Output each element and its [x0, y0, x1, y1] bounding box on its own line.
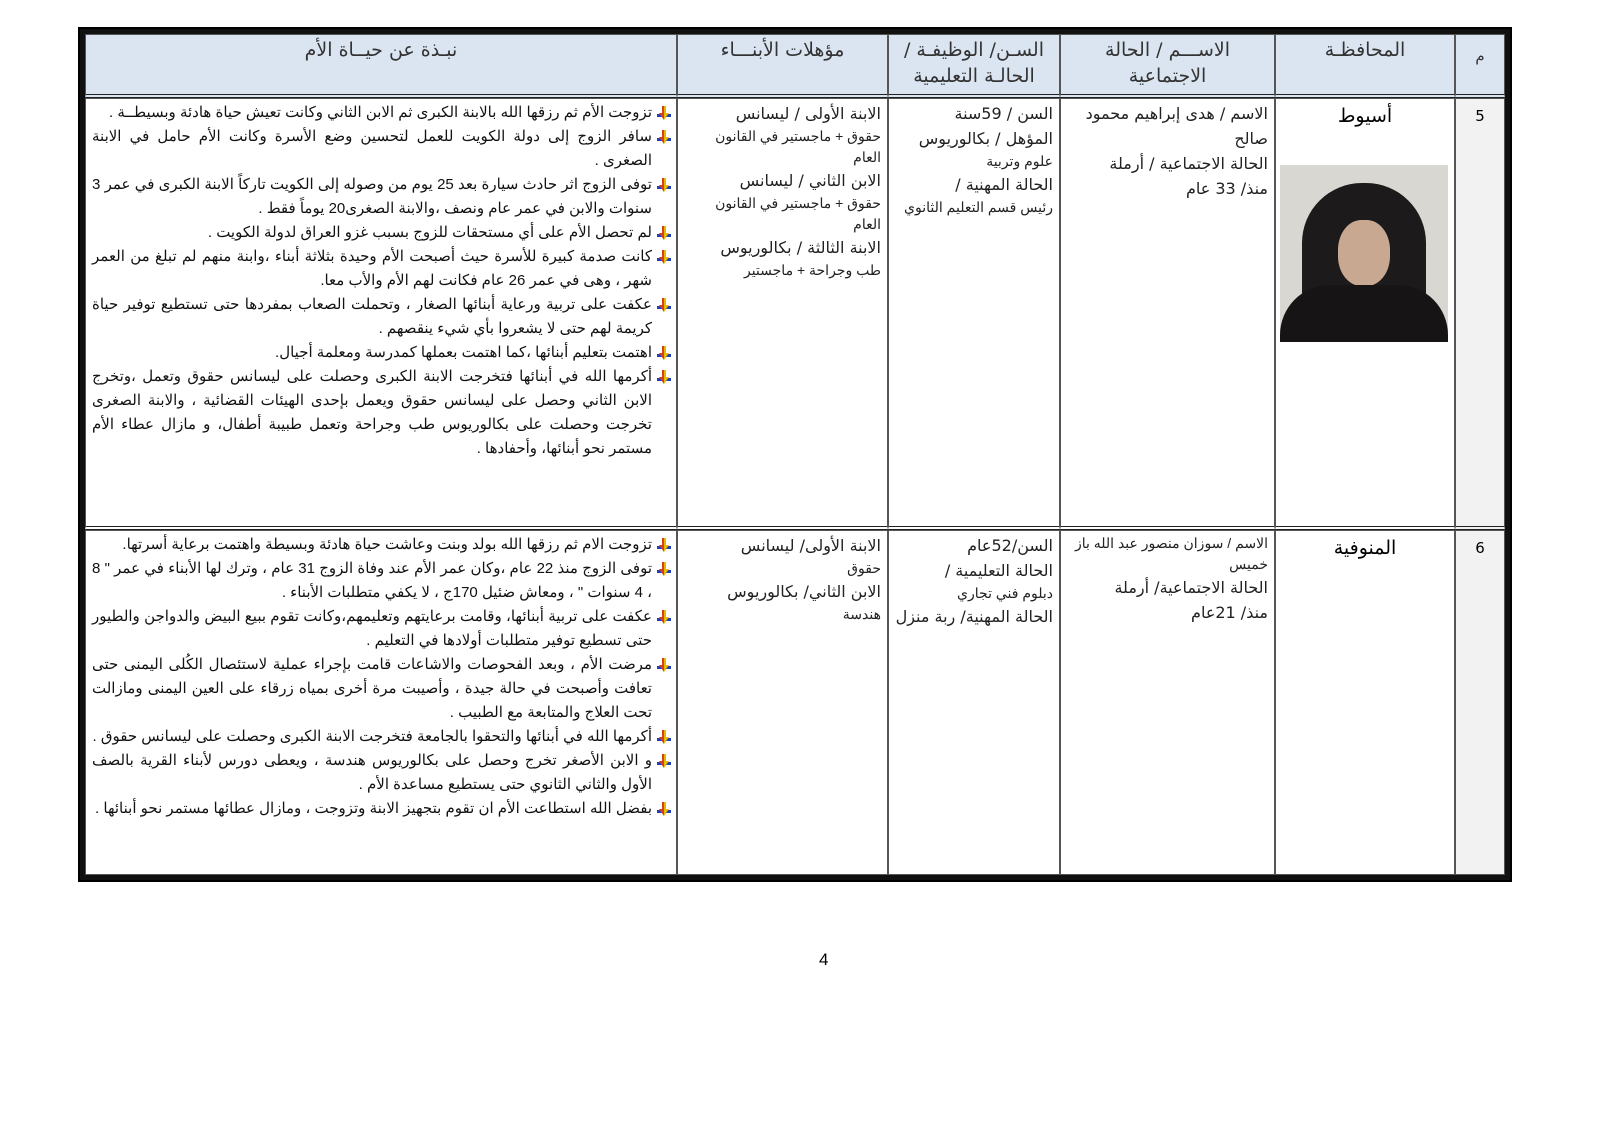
age-line: الحالة المهنية / — [955, 175, 1053, 194]
bullet-arrow-icon — [656, 297, 672, 313]
bio-cell — [85, 530, 677, 875]
bullet-arrow-icon — [656, 177, 672, 193]
table-row — [85, 530, 1505, 875]
bullet-arrow-icon — [656, 609, 672, 625]
bullet-arrow-icon — [656, 753, 672, 769]
age-line: علوم وتربية — [986, 153, 1053, 169]
kids-line: الابن الثاني/ بكالوريوس — [727, 582, 881, 602]
bullet-arrow-icon — [656, 801, 672, 817]
bio-item: تزوجت الام ثم رزقها الله بولد وبنت وعاشت حياة هادئة وبسيطة واهتمت برعاية أسرتها. — [92, 533, 672, 557]
age-line: السن / 59سنة — [954, 104, 1053, 123]
bio-item: و الابن الأصغر تخرج وحصل على بكالوريوس هندسة ، ويعطى دورس لأبناء القرية بالصف الأول والثاني الثانوي حتى يستطيع مساعدة الأم . — [92, 749, 672, 797]
name-line: منذ/ 21عام — [1191, 603, 1268, 623]
children-cell — [677, 530, 888, 875]
header-age-job: السـن/ الوظيفـة / الحالـة التعليمية — [888, 34, 1060, 98]
bio-item: عكفت على تربية أبنائها، وقامت برعايتهم وتعليمهم،وكانت تقوم ببيع البيض والدواجن والطيور حتى تسطيع توفير متطلبات أولادها في التعليم . — [92, 605, 672, 653]
bio-item: بفضل الله استطاعت الأم ان تقوم بتجهيز الابنة وتزوجت ، ومازال عطائها مستمر نحو أبنائها . — [92, 797, 672, 821]
mothers-table — [78, 27, 1512, 882]
governorate-cell — [1275, 98, 1455, 530]
bio-item: توفى الزوج اثر حادث سيارة بعد 25 يوم من وصوله إلى الكويت تاركاً الابنة الكبرى في عمر 3 سنوات والابن في عمر عام ونصف ،والابنة الصغرى20 يوماً فقط . — [92, 173, 672, 221]
kids-line: الابنة الأولى/ ليسانس — [740, 536, 881, 556]
row-number: 5 — [1455, 98, 1505, 530]
governorate-cell — [1275, 530, 1455, 875]
bullet-arrow-icon — [656, 129, 672, 145]
table-row — [85, 98, 1505, 530]
name-line: الاسم / سوزان منصور عبد الله باز خميس — [1074, 535, 1268, 573]
bio-item: سافر الزوج إلى دولة الكويت للعمل لتحسين وضع الأسرة وكانت الأم حامل في الابنة الصغرى . — [92, 125, 672, 173]
bio-item: أكرمها الله في أبنائها فتخرجت الابنة الكبرى وحصلت على ليسانس حقوق وتعمل ،وتخرج الابن الثاني وحصل على ليسانس حقوق ويعمل بإحدى الهيئات القضائية ، والابنة الصغرى تخرجت وحصلت على بكالوريوس طب وجراحة وتعمل طبيبة أطفال، و مازال عطاء الأم مستمر نحو أبنائها، وأحفادها . — [92, 365, 672, 461]
header-row — [85, 34, 1505, 98]
kids-line: حقوق + ماجستير في القانون العام — [715, 128, 881, 165]
name-line: الحالة الاجتماعية / أرملة — [1109, 154, 1268, 173]
governorate: المنوفية — [1333, 537, 1397, 560]
header-governorate: المحافظـة — [1275, 34, 1455, 98]
children-cell — [677, 98, 888, 530]
age-line: دبلوم فني تجاري — [957, 585, 1053, 602]
bio-item: لم تحصل الأم على أي مستحقات للزوج بسبب غزو العراق لدولة الكويت . — [92, 221, 672, 245]
kids-line: الابنة الأولى / ليسانس — [735, 104, 881, 123]
kids-line: حقوق — [847, 560, 881, 577]
kids-line: الابنة الثالثة / بكالوريوس — [720, 238, 881, 257]
header-num: م — [1455, 34, 1505, 98]
bio-item: كانت صدمة كبيرة للأسرة حيث أصبحت الأم وحيدة بثلاثة أبناء ،وابنة منهم لم تبلغ من العمر شهر ، وهى في عمر 26 عام فكانت لهم الأم والأب معا. — [92, 245, 672, 293]
kids-line: هندسة — [842, 606, 881, 623]
name-line: الحالة الاجتماعية/ أرملة — [1114, 578, 1268, 598]
bullet-arrow-icon — [656, 345, 672, 361]
bullet-arrow-icon — [656, 225, 672, 241]
bullet-arrow-icon — [656, 105, 672, 121]
age-job-cell — [888, 530, 1060, 875]
header-name: الاســـم / الحالة الاجتماعية — [1060, 34, 1275, 98]
name-line: الاسم / هدى إبراهيم محمود صالح — [1085, 104, 1268, 148]
governorate: أسيوط — [1337, 105, 1393, 127]
name-line: منذ/ 33 عام — [1185, 179, 1268, 198]
bio-cell — [85, 98, 677, 530]
name-cell — [1060, 98, 1275, 530]
bullet-arrow-icon — [656, 657, 672, 673]
bio-item: أكرمها الله في أبنائها والتحقوا بالجامعة فتخرجت الابنة الكبرى وحصلت على ليسانس حقوق . — [92, 725, 672, 749]
bullet-arrow-icon — [656, 537, 672, 553]
bullet-arrow-icon — [656, 249, 672, 265]
header-children: مؤهلات الأبنـــاء — [677, 34, 888, 98]
bio-item: مرضت الأم ، وبعد الفحوصات والاشاعات قامت بإجراء عملية لاستئصال الكُلى اليمنى حتى تعافت وأصبحت في حالة جيدة ، وأصيبت مرة أخرى بمياه زرقاء على العين اليمنى ومازالت تحت العلاج والمتابعة مع الطبيب . — [92, 653, 672, 725]
age-line: الحالة التعليمية / — [944, 561, 1053, 581]
row-number: 6 — [1455, 530, 1505, 875]
bullet-arrow-icon — [656, 561, 672, 577]
age-line: الحالة المهنية/ ربة منزل — [895, 607, 1053, 627]
page-number: 4 — [819, 950, 829, 969]
bullet-arrow-icon — [656, 369, 672, 385]
bio-item: عكفت على تربية ورعاية أبنائها الصغار ، وتحملت الصعاب بمفردها حتى تستطيع توفير حياة كريمة لهم حتى لا يشعروا بأي شيء ينقصهم . — [92, 293, 672, 341]
age-line: السن/52عام — [967, 536, 1053, 556]
bio-item: توفى الزوج منذ 22 عام ،وكان عمر الأم عند وفاة الزوج 31 عام ، وترك لها الأبناء في عمر " 8 ، 4 سنوات " ، ومعاش ضئيل 170ج ، لا يكفي متطلبات الأبناء . — [92, 557, 672, 605]
kids-line: الابن الثاني / ليسانس — [739, 171, 881, 190]
age-line: المؤهل / بكالوريوس — [918, 129, 1053, 148]
bullet-arrow-icon — [656, 729, 672, 745]
kids-line: طب وجراحة + ماجستير — [743, 262, 881, 278]
age-line: رئيس قسم التعليم الثانوي — [904, 199, 1053, 215]
mother-photo — [1280, 165, 1448, 342]
age-job-cell — [888, 98, 1060, 530]
bio-item: اهتمت بتعليم أبنائها ،كما اهتمت بعملها كمدرسة ومعلمة أجيال. — [92, 341, 672, 365]
header-bio: نبـذة عن حيــاة الأم — [85, 34, 677, 98]
name-cell — [1060, 530, 1275, 875]
kids-line: حقوق + ماجستير في القانون العام — [715, 195, 881, 232]
bio-item: تزوجت الأم ثم رزقها الله بالابنة الكبرى ثم الابن الثاني وكانت تعيش حياة هادئة وبسيطــة . — [92, 101, 672, 125]
